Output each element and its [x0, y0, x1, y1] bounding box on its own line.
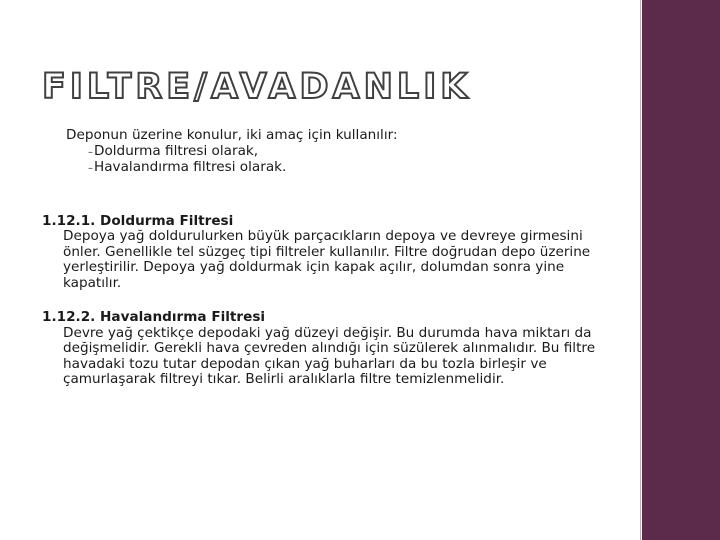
section-heading: 1.12.1. Doldurma Filtresi [42, 212, 234, 229]
bullet-text: Havalandırma filtresi olarak. [94, 159, 287, 175]
intro-text: Deponun üzerine konulur, iki amaç için kullanılır: [66, 127, 398, 143]
bullet-mark: – [88, 163, 93, 174]
section-heading: 1.12.2. Havalandırma Filtresi [42, 309, 266, 325]
bullet-item [88, 160, 612, 177]
bullet-item [88, 144, 612, 161]
side-accent-band [642, 0, 720, 540]
side-band-divider [640, 0, 641, 540]
slide-title: FILTRE/AVADANLIK [42, 67, 472, 107]
section-body: Devre yağ çektikçe depodaki yağ düzeyi değişir. Bu durumda hava miktarı da değişmelidir. Gerekli hava çevreden alındığı için süzülerek alınmalıdır. Bu filtre havadaki tozu tutar depodan çıkan yağ buharları da bu tozla birleşir ve çamurlaşarak filtreyi tıkar. Belirli aralıklarla filtre temizlenmelidir. [63, 324, 596, 387]
section-havalandirma [42, 310, 612, 388]
bullet-mark: – [88, 146, 93, 158]
bullet-text: Doldurma filtresi olarak, [94, 142, 259, 159]
slide-content [42, 128, 612, 388]
section-doldurma [42, 214, 612, 292]
section-body: Depoya yağ doldurulurken büyük parçacıkların depoya ve devreye girmesini önler. Genellikle tel süzgeç tipi filtreler kullanılır. Filtre doğrudan depo üzerine yerleştirilir. Depoya yağ doldurmak için kapak açılır, dolumdan sonra yine kapatılır. [63, 228, 591, 291]
bullet-list [42, 144, 612, 177]
